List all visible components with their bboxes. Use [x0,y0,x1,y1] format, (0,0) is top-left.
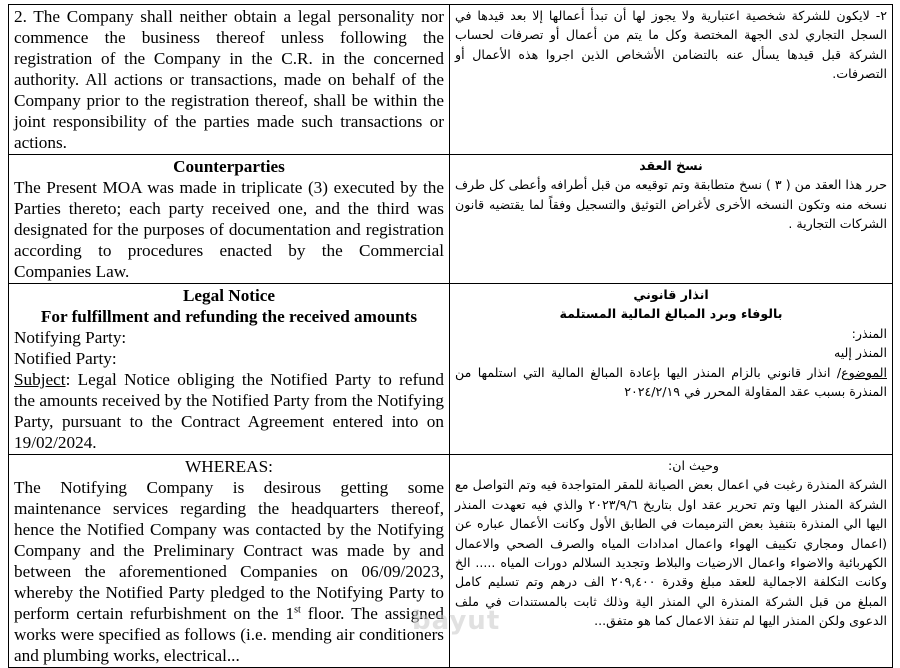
arabic-cell [450,284,893,455]
clause-2-arabic: ٢- لايكون للشركة شخصية اعتبارية ولا يجوز لها أن تبدأ أعمالها إلا بعد قيدها في السجل التجاري لدى الجهة المختصة وكل ما يتم من أعمال أو تصرفات لحساب الشركة قبل قيدها يسأل عنه بالتضامن الأشخاص الذين اجروا هذه الأعمال أو التصرفات. [455,8,887,82]
section-subheading: For fulfillment and refunding the received amounts [40,307,418,326]
notified-party-label: المنذر إليه [833,345,887,361]
table-row [9,5,893,155]
counterparties-arabic: حرر هذا العقد من ( ٣ ) نسخ متطابقة وتم توقيعه من قبل أطرافه وأعطى كل طرف نسخه منه وتكون النسخه الأخرى لأغراض التوثيق والتسجيل وفقاً لما يقتضيه قانون الشركات التجارية . [455,177,887,232]
section-heading: Counterparties [173,157,285,176]
clause-2-english: 2. The Company shall neither obtain a legal personality nor commence the business thereof unless following the registration of the Company in the C.R. in the concerned authority. All actions or transactions, made on behalf of the Company prior to the registration thereof, shall be within the joint responsibility of the parties made such transactions or actions. [14,7,444,152]
notifying-party-label: المنذر: [851,325,887,341]
subject-arabic [455,363,887,402]
subject-text: / انذار قانوني بالزام المنذر اليها بإعادة المبالغ المالية التي استلمها من المنذرة بسبب عقد المقاولة المحرر في ٢٠٢٤/٢/١٩ [455,364,887,400]
whereas-text-continued: floor. The assigned works were specified as follows (i.e. mending air conditioners and plumbing works, electrical... [14,604,444,665]
english-cell [9,5,450,155]
whereas-english [14,477,444,666]
english-cell [9,284,450,455]
counterparties-english: The Present MOA was made in triplicate (3) executed by the Parties thereto; each party received one, and the third was designated for the purposes of documentation and registration according to procedures enacted by the Commercial Companies Law. [14,178,444,281]
section-heading: نسخ العقد [639,158,703,173]
arabic-cell [450,155,893,284]
arabic-cell [450,5,893,155]
table-row [9,284,893,455]
table-row [9,155,893,284]
english-cell [9,155,450,284]
subject-english [14,369,444,453]
arabic-cell [450,455,893,668]
subject-label: الموضوع [841,364,887,380]
section-heading: WHEREAS: [185,457,273,476]
subject-label: Subject [14,370,66,389]
ordinal-suffix: st [294,604,301,616]
subject-text: : Legal Notice obliging the Notified Party to refund the amounts received by the Notified Party from the Notifying Party, pursuant to the Contract Agreement entered into on 19/02/2024. [14,370,444,452]
section-subheading: بالوفاء وبرد المبالغ المالية المستلمة [559,306,783,322]
notifying-party-label: Notifying Party: [14,328,127,347]
table-row [9,455,893,668]
section-heading: وحيث ان: [667,458,719,473]
whereas-arabic: الشركة المنذرة رغبت في اعمال بعض الصيانة للمقر المتواجدة فيه وتم التواصل مع الشركة المنذر اليها وتم تحرير عقد اول بتاريخ ٢٠٢٣/٩/٦ والذي فيه تعهدت المنذر اليها الي المنذرة بتنفيذ بعض الترميمات في الطابق الأول وكانت الأعمال عباره عن (اعمال ومجاري تكييف الهواء واعمال امدادات المياه والصرف الصحي والاعمال الكهربائية والاضواء واعمال الارضيات والبلاط وتجديد السلالم دورات المياه ..... الخ وكانت التكلفة الاجمالية للعقد مبلغ وقدرة ٢٠٩,٤٠٠ الف درهم وتم تسليم كامل المبلغ من قبل الشركة المنذرة الي المنذر الية وذلك ثابت بالمستندات في ملف الدعوى ولكن المنذر اليها لم تنفذ الاعمال كما هو متفق... [455,477,887,629]
notified-party-label: Notified Party: [14,349,117,368]
watermark: bayut [412,606,501,636]
section-heading: انذار قانوني [633,287,709,302]
english-cell [9,455,450,668]
whereas-text: The Notifying Company is desirous getting some maintenance services regarding the headquarters thereof, hence the Notified Company was contacted by the Notifying Company and the Preliminary Contract was made by and between the aforementioned Companies on 06/09/2023, whereby the Notified Party pledged to the Notifying Party to perform certain refurbishment on the 1 [14,478,444,623]
bilingual-contract-table [8,4,893,668]
section-heading: Legal Notice [182,286,276,305]
